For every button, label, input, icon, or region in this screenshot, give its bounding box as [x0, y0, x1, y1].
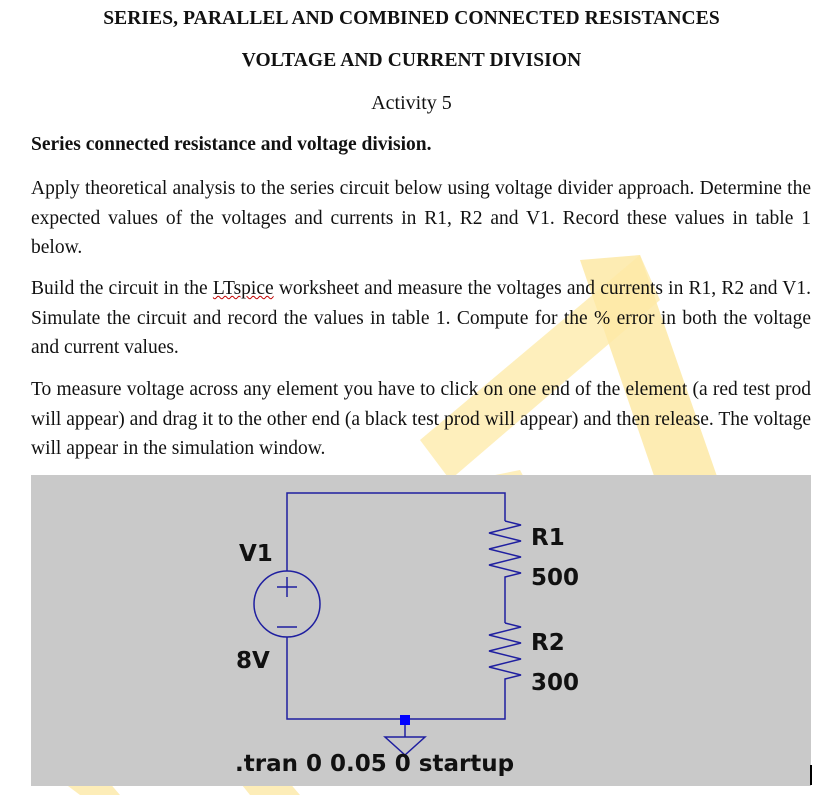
- paragraph-ltspice-start: Build the circuit in the: [31, 278, 213, 299]
- top-wire: [287, 493, 505, 571]
- node-marker: [400, 715, 410, 725]
- paragraph-ltspice-rest: worksheet and measure the voltages and currents in R1, R2 and V1. Simulate the circuit and record the values in table 1. Compute for the % error in both the voltage and current values.: [31, 278, 811, 358]
- r2-name-label: R2: [531, 630, 565, 656]
- section-heading: Series connected resistance and voltage division.: [31, 134, 432, 155]
- paragraph-theory: Apply theoretical analysis to the series circuit below using voltage divider approach. Determine the expected values of the voltages and currents in R1, R2 and V1. Record these values in table 1 below.: [31, 178, 811, 258]
- resistor-r2-symbol: [489, 623, 521, 687]
- circuit-drawing: [31, 475, 811, 786]
- paragraph-measure: To measure voltage across any element you have to click on one end of the element (a red test prod will appear) and drag it to the other end (a black test prod will appear) and then release. The voltage will appear in the simulation window.: [31, 379, 811, 459]
- source-value-label: 8V: [236, 648, 270, 674]
- spellcheck-word-ltspice: LTspice: [212, 278, 274, 299]
- paragraph-ltspice: [31, 274, 811, 363]
- text-cursor: [810, 765, 812, 785]
- resistor-r1-symbol: [489, 521, 521, 583]
- document-title: SERIES, PARALLEL AND COMBINED CONNECTED RESISTANCES: [103, 8, 720, 29]
- r1-value-label: 500: [531, 565, 580, 591]
- spice-directive: .tran 0 0.05 0 startup: [235, 751, 515, 777]
- circuit-schematic: [31, 475, 811, 786]
- document-subtitle: VOLTAGE AND CURRENT DIVISION: [241, 50, 582, 71]
- source-name-label: V1: [239, 541, 273, 567]
- r2-value-label: 300: [531, 670, 580, 696]
- bottom-wire: [287, 637, 505, 719]
- activity-label: Activity 5: [371, 92, 452, 114]
- r1-name-label: R1: [531, 525, 565, 551]
